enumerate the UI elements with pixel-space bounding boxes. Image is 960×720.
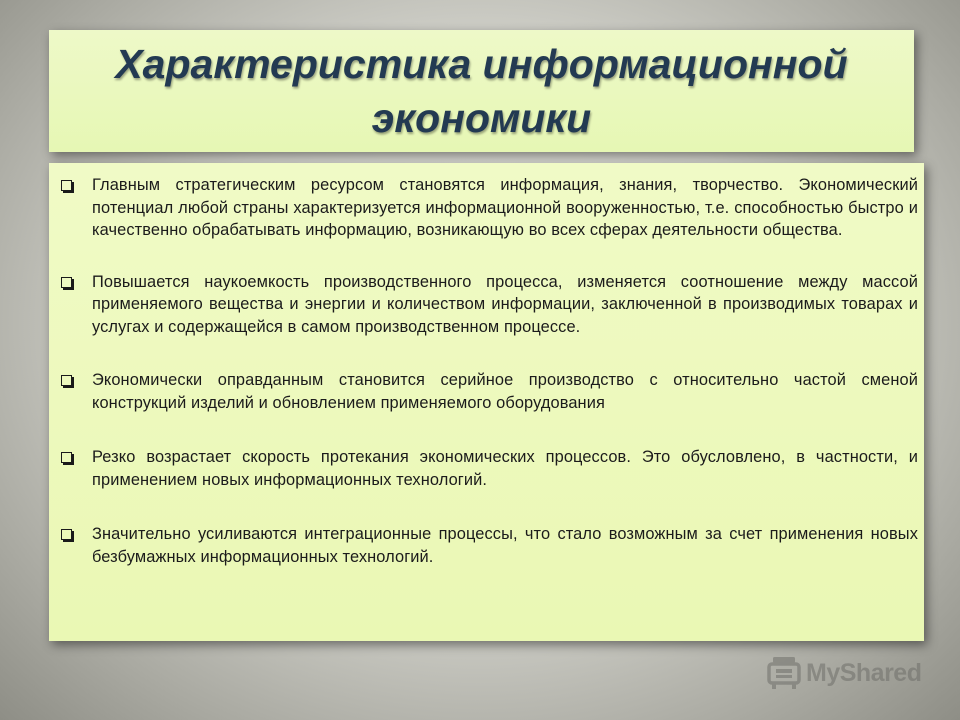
checkbox-bullet-icon	[61, 529, 72, 540]
myshared-logo-icon	[766, 655, 802, 691]
bullet-item	[61, 369, 918, 414]
checkbox-bullet-icon	[61, 180, 72, 191]
slide-title-line-2: экономики	[371, 95, 592, 141]
content-box	[49, 163, 924, 641]
bullet-text: Главным стратегическим ресурсом становятся информация, знания, творчество. Экономический потенциал любой страны характеризуется информационной вооруженностью, т.е. способностью быстро и качественно обрабатывать информацию, возникающую во всех сферах деятельности общества.	[92, 176, 918, 239]
bullet-item	[61, 523, 918, 568]
checkbox-bullet-icon	[61, 277, 72, 288]
bullet-item	[61, 271, 918, 339]
checkbox-bullet-icon	[61, 452, 72, 463]
bullet-text: Резко возрастает скорость протекания экономических процессов. Это обусловлено, в частности, и применением новых информационных технологий.	[92, 448, 918, 489]
watermark-text: MyShared	[806, 658, 922, 687]
slide-title-line-1: Характеристика информационной	[115, 41, 848, 87]
title-box	[49, 30, 914, 152]
bullet-item	[61, 174, 918, 242]
bullet-text: Экономически оправданным становится серийное производство с относительно частой сменой конструкций изделий и обновлением применяемого оборудования	[92, 371, 918, 412]
bullet-item	[61, 446, 918, 491]
checkbox-bullet-icon	[61, 375, 72, 386]
bullet-text: Повышается наукоемкость производственного процесса, изменяется соотношение между массой применяемого вещества и энергии и количеством информации, заключенной в производимых товарах и услугах и содержащейся в самом производственном процессе.	[92, 272, 918, 336]
bullet-text: Значительно усиливаются интеграционные процессы, что стало возможным за счет применения новых безбумажных информационных технологий.	[92, 525, 918, 566]
watermark	[766, 655, 921, 691]
